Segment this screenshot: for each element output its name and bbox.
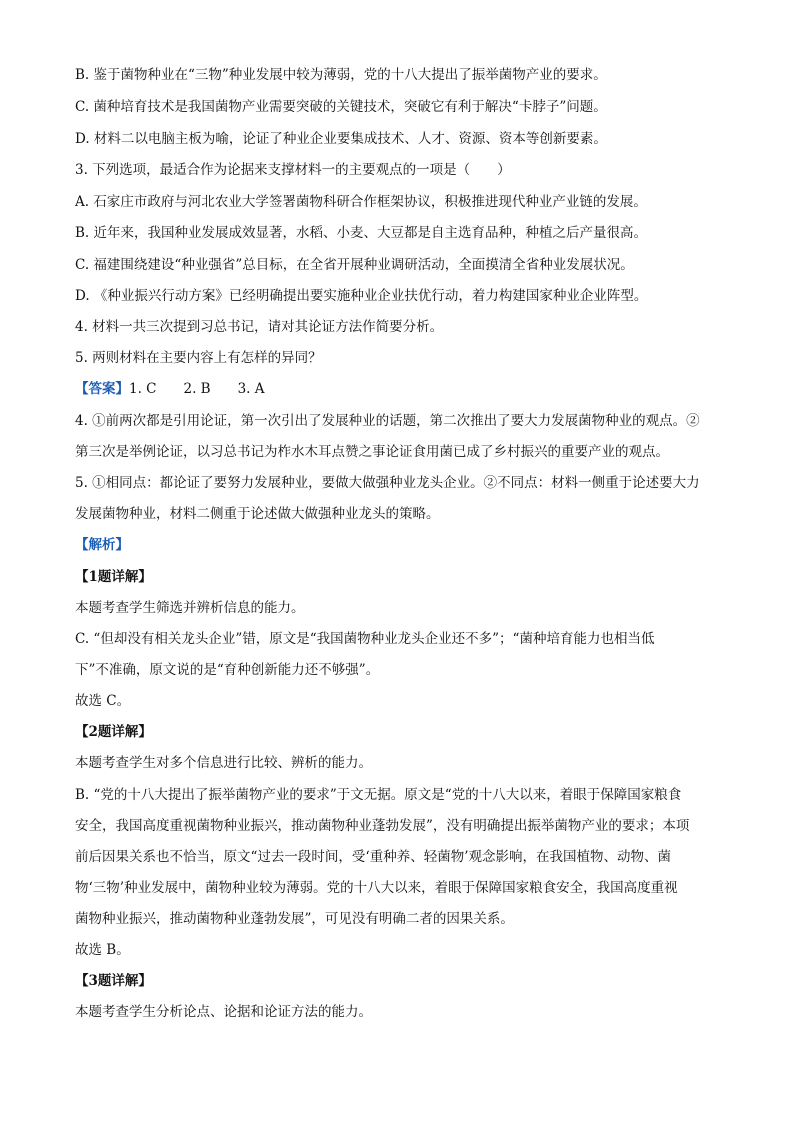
answer-tag: 【答案】 bbox=[75, 381, 129, 397]
q1-detail-line-2: C. “但却没有相关龙头企业”错，原文是“我国菌物种业龙头企业还不多”；“菌种培育能力也相当低 bbox=[75, 631, 655, 647]
q3-detail-heading: 【3题详解】 bbox=[75, 973, 152, 989]
answer-5-line-2: 发展菌物种业，材料二侧重于论述做大做强种业龙头的策略。 bbox=[75, 506, 440, 522]
analysis-line bbox=[75, 535, 725, 555]
q2-detail-line-1: 本题考查学生对多个信息进行比较、辨析的能力。 bbox=[75, 755, 372, 771]
q3-option-c: C. 福建围绕建设“种业强省”总目标，在全省开展种业调研活动，全面摸清全省种业发展状况。 bbox=[75, 257, 634, 273]
answer-values: 1. C 2. B 3. A bbox=[129, 381, 265, 397]
answer-5-line-1: 5. ①相同点：都论证了要努力发展种业，要做大做强种业龙头企业。②不同点：材料一侧重于论述要大力 bbox=[75, 475, 700, 491]
q1-choice: 故选 C。 bbox=[75, 693, 131, 709]
q2-detail-line-6: 菌物种业振兴，推动菌物种业蓬勃发展”，可见没有明确二者的因果关系。 bbox=[75, 911, 514, 927]
q2-detail-line-2: B. “党的十八大提出了振举菌物产业的要求”于文无据。原文是“党的十八大以来，着眼于保障国家粮食 bbox=[75, 787, 682, 803]
q2-detail-heading: 【2题详解】 bbox=[75, 724, 152, 740]
option-c-line: C. 菌种培育技术是我国菌物产业需要突破的关键技术，突破它有利于解决“卡脖子”问题。 bbox=[75, 99, 607, 115]
option-d-line: D. 材料二以电脑主板为喻，论证了种业企业要集成技术、人才、资源、资本等创新要素。 bbox=[75, 131, 607, 147]
answer-4-line-2: 第三次是举例论证，以习总书记为柞水木耳点赞之事论证食用菌已成了乡村振兴的重要产业的观点。 bbox=[75, 444, 669, 460]
q1-detail-heading: 【1题详解】 bbox=[75, 569, 152, 585]
analysis-tag: 【解析】 bbox=[75, 537, 129, 553]
q3-option-a: A. 石家庄市政府与河北农业大学签署菌物科研合作框架协议，积极推进现代种业产业链的发展。 bbox=[75, 194, 647, 210]
q3-detail-line-1: 本题考查学生分析论点、论据和论证方法的能力。 bbox=[75, 1004, 372, 1020]
question-3: 3. 下列选项，最适合作为论据来支撑材料一的主要观点的一项是（ ） bbox=[75, 162, 511, 178]
answer-4-line-1: 4. ①前两次都是引用论证，第一次引出了发展种业的话题，第二次推出了要大力发展菌物种业的观点。② bbox=[75, 413, 700, 429]
q3-option-d: D. 《种业振兴行动方案》已经明确提出要实施种业企业扶优行动，着力构建国家种业企业阵型。 bbox=[75, 288, 648, 304]
option-b-line: B. 鉴于菌物种业在“三物”种业发展中较为薄弱，党的十八大提出了振举菌物产业的要求。 bbox=[75, 67, 607, 83]
q2-detail-line-5: 物‘三物’种业发展中，菌物种业较为薄弱。党的十八大以来，着眼于保障国家粮食安全，我国高度重视 bbox=[75, 880, 678, 896]
q1-detail-line-1: 本题考查学生筛选并辨析信息的能力。 bbox=[75, 600, 305, 616]
q1-detail-line-3: 下”不准确，原文说的是“育种创新能力还不够强”。 bbox=[75, 662, 380, 678]
answer-line bbox=[75, 379, 725, 399]
question-4: 4. 材料一共三次提到习总书记，请对其论证方法作简要分析。 bbox=[75, 319, 444, 335]
q2-choice: 故选 B。 bbox=[75, 942, 130, 958]
question-5: 5. 两则材料在主要内容上有怎样的异同？ bbox=[75, 350, 322, 366]
q2-detail-line-4: 前后因果关系也不恰当，原文“过去一段时间，受‘重种养、轻菌物’观念影响，在我国植物、动物、菌 bbox=[75, 849, 671, 865]
q2-detail-line-3: 安全，我国高度重视菌物种业振兴，推动菌物种业蓬勃发展”，没有明确提出振举菌物产业的要求；本项 bbox=[75, 818, 690, 834]
q3-option-b: B. 近年来，我国种业发展成效显著，水稻、小麦、大豆都是自主选育品种，种植之后产量很高。 bbox=[75, 225, 648, 241]
